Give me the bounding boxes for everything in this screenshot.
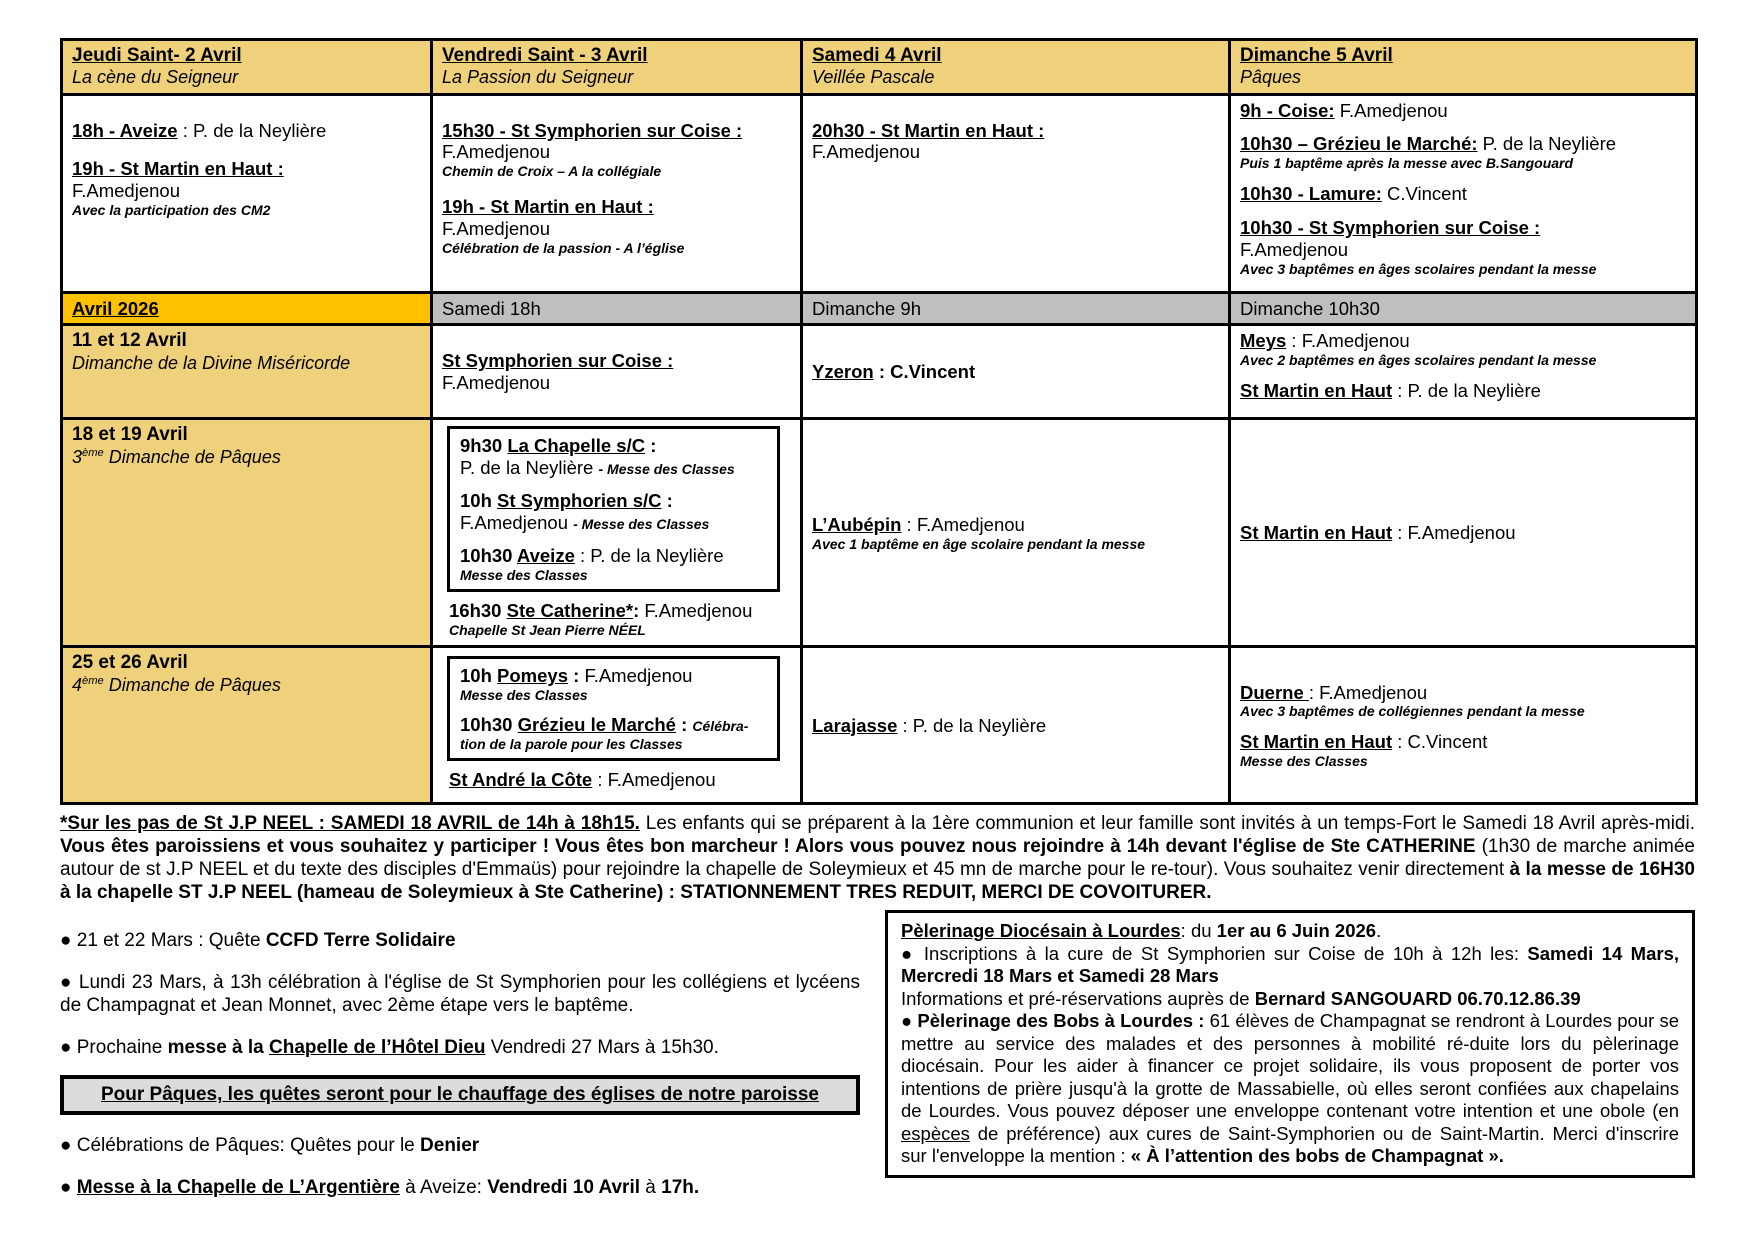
day-title: Jeudi Saint- 2 Avril: [72, 45, 242, 66]
mass-entry: 18h - Aveize : P. de la Neylière: [72, 119, 327, 141]
list-item: ● Lundi 23 Mars, à 13h célébration à l'église de St Symphorien pour les collégiens et lycéens de Champagnat et Jean Monnet, avec 2ème étape vers le baptême.: [60, 972, 860, 1017]
mass-entry: Duerne : F.Amedjenou Avec 3 baptêmes de collégiennes pendant la messe: [1240, 681, 1585, 720]
cell-vendredi-masses: [432, 94, 802, 292]
lourdes-contact: Informations et pré-réservations auprès de Bernard SANGOUARD 06.70.12.86.39: [901, 987, 1581, 1009]
mass-entry: Meys : F.Amedjenou Avec 2 baptêmes en âges scolaires pendant la messe: [1240, 330, 1597, 369]
mass-entry: 10h Pomeys : F.Amedjenou Messe des Classes: [460, 665, 693, 704]
time-header-dimanche-9h: Dimanche 9h: [802, 292, 1230, 325]
lourdes-inscriptions: ● Inscriptions à la cure de St Symphorien sur Coise de 10h à 12h les: Samedi 14 Mars, Mercredi 18 Mars et Samedi 28 Mars: [901, 942, 1680, 987]
cell-samedi18h: [432, 325, 802, 419]
messe-des-classes-box: [447, 426, 780, 591]
mass-entry: 19h - St Martin en Haut : F.Amedjenou Avec la participation des CM2: [72, 158, 284, 219]
date-label: 25 et 26 Avril 4ème Dimanche de Pâques: [62, 647, 432, 804]
month-time-header-row: [62, 292, 1697, 325]
mass-entry: Yzeron : C.Vincent: [812, 361, 976, 383]
mass-entry: St André la Côte : F.Amedjenou: [449, 769, 716, 791]
lourdes-column: [885, 910, 1695, 1199]
cell-dimanche10h30: [1230, 419, 1697, 647]
cell-dimanche9h: [802, 325, 1230, 419]
cell-jeudi-masses: [62, 94, 432, 292]
row-11-12-avril: [62, 325, 1697, 419]
list-item: ● 21 et 22 Mars : Quête CCFD Terre Solidaire: [60, 930, 456, 952]
mass-entry: 10h30 - St Symphorien sur Coise : F.Amedjenou Avec 3 baptêmes en âges scolaires pendant la messe: [1240, 217, 1597, 277]
mass-entry: St Martin en Haut : C.Vincent Messe des Classes: [1240, 731, 1488, 770]
day-subtitle: Pâques: [1240, 67, 1302, 88]
row-18-19-avril: [62, 419, 1697, 647]
mass-entry: 20h30 - St Martin en Haut : F.Amedjenou: [812, 119, 1045, 163]
holy-week-header-row: [62, 40, 1697, 95]
cell-dimanche10h30: [1230, 325, 1697, 419]
holy-week-masses-row: [62, 94, 1697, 292]
cell-dimanche10h30: [1230, 647, 1697, 804]
date-label: 18 et 19 Avril 3ème Dimanche de Pâques: [62, 419, 432, 647]
mass-schedule-table: [60, 38, 1698, 805]
mass-entry: St Martin en Haut : P. de la Neylière: [1240, 380, 1541, 402]
mass-entry: 9h30 La Chapelle s/C : P. de la Neylière - Messe des Classes: [460, 435, 735, 479]
mass-entry: 10h30 Aveize : P. de la Neylière Messe des Classes: [460, 544, 724, 583]
row-25-26-avril: [62, 647, 1697, 804]
day-title: Samedi 4 Avril: [812, 45, 942, 66]
messe-des-classes-box: [447, 656, 780, 761]
time-header-samedi-18h: Samedi 18h: [432, 292, 802, 325]
lourdes-title-line: Pèlerinage Diocésain à Lourdes: du 1er au 6 Juin 2026.: [901, 920, 1382, 942]
mass-entry: 10h St Symphorien s/C : F.Amedjenou - Messe des Classes: [460, 490, 710, 533]
day-subtitle: La cène du Seigneur: [72, 67, 239, 88]
mass-entry: L’Aubépin : F.Amedjenou Avec 1 baptême en âge scolaire pendant la messe: [812, 514, 1146, 552]
day-title: Dimanche 5 Avril: [1240, 45, 1393, 66]
mass-entry: 19h - St Martin en Haut : F.Amedjenou Célébration de la passion - A l’église: [442, 196, 685, 257]
mass-entry: St Symphorien sur Coise : F.Amedjenou: [442, 350, 674, 393]
mass-entry: 16h30 Ste Catherine*: F.Amedjenou Chapelle St Jean Pierre NÉEL: [449, 599, 753, 638]
neel-walk-note: *Sur les pas de St J.P NEEL : SAMEDI 18 AVRIL de 14h à 18h15. Les enfants qui se préparent à la 1ère communion et leur famille sont invités à un temps-Fort le Samedi 18 Avril après-midi. Vous êtes paroissiens et vous souhaitez y participer ! Vous êtes bon marcheur ! Alors vous pouvez nous rejoindre à 14h devant l'église de Ste CATHERINE (1h30 de marche animée autour de st J.P NEEL et du texte des disciples d'Emmaüs) pour rejoindre la chapelle de Soleymieux et 45 mn de marche pour le re-tour). Vous souhaitez venir directement à la messe de 16H30 à la chapelle ST J.P NEEL (hameau de Soleymieux à Ste Catherine) : STATIONNEMENT TRES REDUIT, MERCI DE COVOITURER.: [60, 813, 1695, 904]
mass-entry: 10h30 Grézieu le Marché : Célébra- tion de la parole pour les Classes: [460, 714, 749, 753]
cell-samedi-masses: [802, 94, 1230, 292]
easter-collections-banner: Pour Pâques, les quêtes seront pour le chauffage des églises de notre paroisse: [60, 1075, 860, 1115]
day-subtitle: La Passion du Seigneur: [442, 67, 634, 88]
day-title: Vendredi Saint - 3 Avril: [442, 45, 648, 66]
bobs-paragraph: ● Pèlerinage des Bobs à Lourdes : 61 élèves de Champagnat se rendront à Lourdes pour se mettre au service des malades et des personnes à mobilité ré-duite lors du pèlerinage diocésain. Pour les aider à financer ce projet solidaire, ils vous proposent de porter vos intentions de prière jusqu'à la grotte de Massabielle, où elles seront confiées aux chapelains de Lourdes. Vous pouvez déposer une enveloppe contenant votre intention et une obole (en espèces de préférence) aux cures de Saint-Symphorien ou de Saint-Martin. Merci d'inscrire sur l'enveloppe la mention : « À l’attention des bobs de Champagnat ».: [901, 1010, 1679, 1167]
header-vendredi-saint: [432, 40, 802, 95]
bottom-section: [60, 910, 1695, 1199]
mass-entry: 9h - Coise: F.Amedjenou: [1240, 99, 1448, 121]
cell-dimanche9h: [802, 419, 1230, 647]
cell-samedi18h: [432, 647, 802, 804]
header-jeudi-saint: [62, 40, 432, 95]
mass-entry: 10h30 – Grézieu le Marché: P. de la Neylière Puis 1 baptême après la messe avec B.Sangouard: [1240, 133, 1617, 172]
day-subtitle: Veillée Pascale: [812, 67, 935, 88]
list-item: ● Célébrations de Pâques: Quêtes pour le Denier: [60, 1135, 480, 1157]
date-label: 11 et 12 Avril Dimanche de la Divine Miséricorde: [62, 325, 432, 419]
lourdes-pilgrimage-box: [885, 910, 1695, 1178]
cell-dimanche-masses: [1230, 94, 1697, 292]
cell-samedi18h: [432, 419, 802, 647]
mass-entry: 15h30 - St Symphorien sur Coise : F.Amedjenou Chemin de Croix – A la collégiale: [442, 119, 743, 180]
month-header: Avril 2026: [62, 292, 432, 325]
mass-entry: Larajasse : P. de la Neylière: [812, 714, 1047, 736]
announcements-column: [60, 910, 860, 1199]
mass-entry: 10h30 - Lamure: C.Vincent: [1240, 183, 1467, 205]
list-item: ● Prochaine messe à la Chapelle de l’Hôtel Dieu Vendredi 27 Mars à 15h30.: [60, 1037, 719, 1059]
header-samedi: [802, 40, 1230, 95]
header-dimanche-paques: [1230, 40, 1697, 95]
parish-bulletin-page: [60, 0, 1695, 1199]
mass-entry: St Martin en Haut : F.Amedjenou: [1240, 522, 1516, 544]
list-item: ● Messe à la Chapelle de L’Argentière à Aveize: Vendredi 10 Avril à 17h.: [60, 1177, 700, 1199]
time-header-dimanche-10h30: Dimanche 10h30: [1230, 292, 1697, 325]
cell-dimanche9h: [802, 647, 1230, 804]
